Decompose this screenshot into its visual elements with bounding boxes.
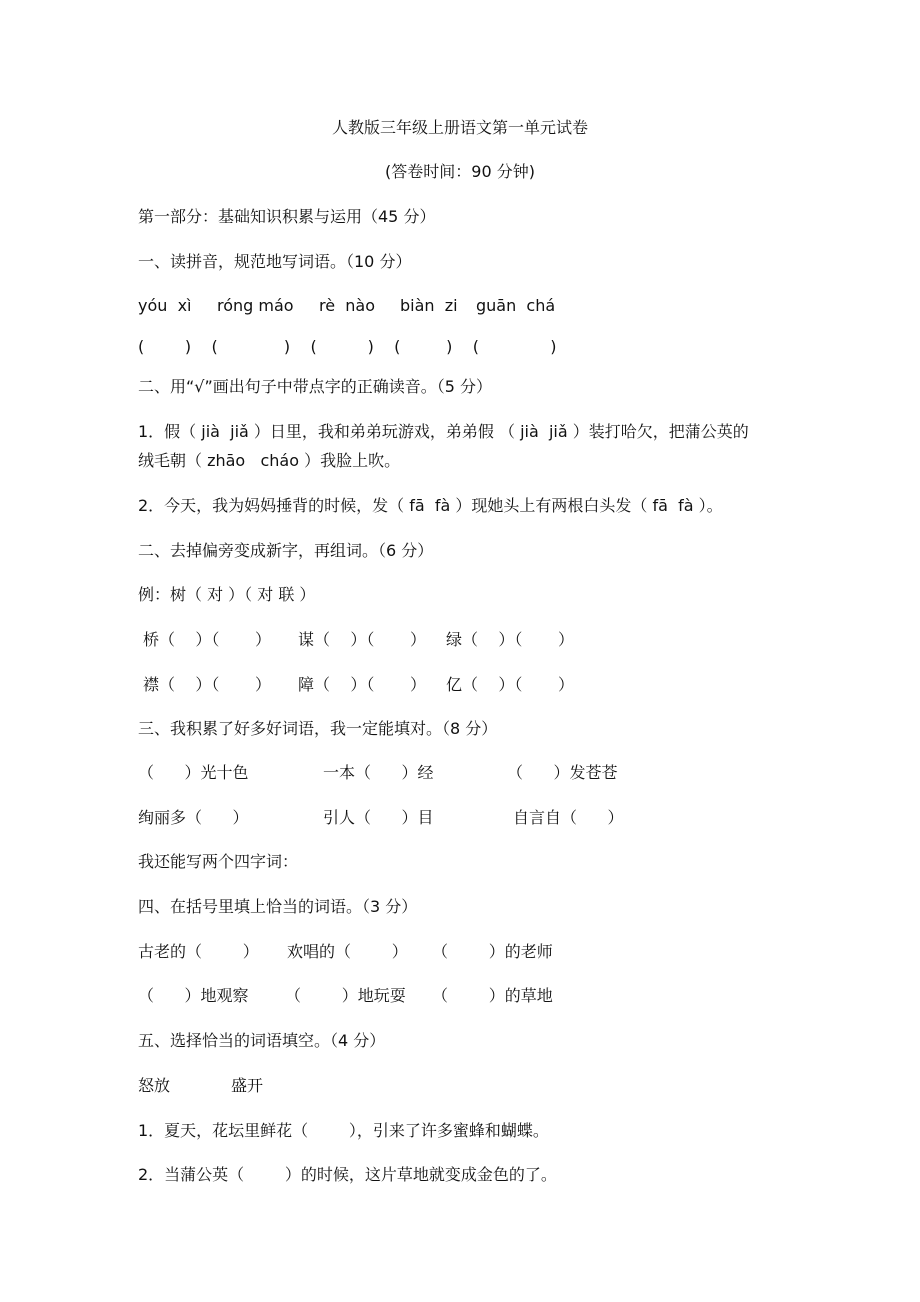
phrase-item: （ ）的草地 xyxy=(432,986,553,1005)
idiom-item: 引人（ ）目 xyxy=(323,808,434,827)
radical-item: 桥（ ）（ ） xyxy=(143,630,271,649)
word-choice: 盛开 xyxy=(231,1076,264,1095)
word-choice: 怒放 xyxy=(138,1076,171,1095)
question-4-heading: 三、我积累了好多好词语，我一定能填对。（8 分） xyxy=(138,719,498,738)
example-line: 例：树（ 对 ）（ 对 联 ） xyxy=(138,585,316,604)
extra-prompt: 我还能写两个四字词： xyxy=(138,852,299,871)
idiom-item: 绚丽多（ ） xyxy=(138,808,249,827)
sentence-1: 1．假（ jià jiǎ ）日里，我和弟弟玩游戏，弟弟假 （ jià jiǎ ）装打哈欠，把蒲公英的 xyxy=(138,422,749,441)
phrase-item: 欢唱的（ ） xyxy=(287,942,408,961)
phrase-item: 古老的（ ） xyxy=(138,942,259,961)
pinyin-5: guān chá xyxy=(476,296,556,315)
fill-sentence-2: 2．当蒲公英（ ）的时候，这片草地就变成金色的了。 xyxy=(138,1165,557,1184)
answer-blanks: ( ) ( ) ( ) ( ) ( ) xyxy=(138,337,557,356)
pinyin-4: biàn zi xyxy=(400,296,458,315)
phrase-item: （ ）的老师 xyxy=(432,942,553,961)
page-title: 人教版三年级上册语文第一单元试卷 xyxy=(331,118,588,137)
phrase-item: （ ）地观察 xyxy=(138,986,249,1005)
pinyin-2: róng máo xyxy=(217,296,294,315)
radical-item: 谋（ ）（ ） xyxy=(298,630,426,649)
idiom-item: （ ）发苍苍 xyxy=(507,763,618,782)
phrase-item: （ ）地玩耍 xyxy=(285,986,406,1005)
idiom-item: （ ）光十色 xyxy=(138,763,249,782)
radical-item: 障（ ）（ ） xyxy=(298,675,426,694)
idiom-item: 自言自（ ） xyxy=(513,808,624,827)
pinyin-3: rè nào xyxy=(319,296,375,315)
radical-item: 亿（ ）（ ） xyxy=(446,675,574,694)
page-subtitle: (答卷时间：90 分钟) xyxy=(385,162,535,181)
question-1-heading: 一、读拼音，规范地写词语。（10 分） xyxy=(138,252,412,271)
part-heading: 第一部分：基础知识积累与运用（45 分） xyxy=(138,207,436,226)
question-5-heading: 四、在括号里填上恰当的词语。（3 分） xyxy=(138,897,418,916)
question-6-heading: 五、选择恰当的词语填空。（4 分） xyxy=(138,1031,386,1050)
radical-item: 绿（ ）（ ） xyxy=(446,630,574,649)
fill-sentence-1: 1．夏天，花坛里鲜花（ ），引来了许多蜜蜂和蝴蝶。 xyxy=(138,1121,549,1140)
pinyin-1: yóu xì xyxy=(138,296,192,315)
idiom-item: 一本（ ）经 xyxy=(323,763,434,782)
sentence-1-continued: 绒毛朝（ zhāo cháo ）我脸上吹。 xyxy=(138,451,401,470)
question-3-heading: 二、去掉偏旁变成新字，再组词。（6 分） xyxy=(138,541,434,560)
sentence-2: 2．今天，我为妈妈捶背的时候，发（ fā fà ）现她头上有两根白头发（ fā fà ）。 xyxy=(138,496,723,515)
question-2-heading: 二、用“√”画出句子中带点字的正确读音。（5 分） xyxy=(138,377,493,396)
radical-item: 襟（ ）（ ） xyxy=(143,675,271,694)
